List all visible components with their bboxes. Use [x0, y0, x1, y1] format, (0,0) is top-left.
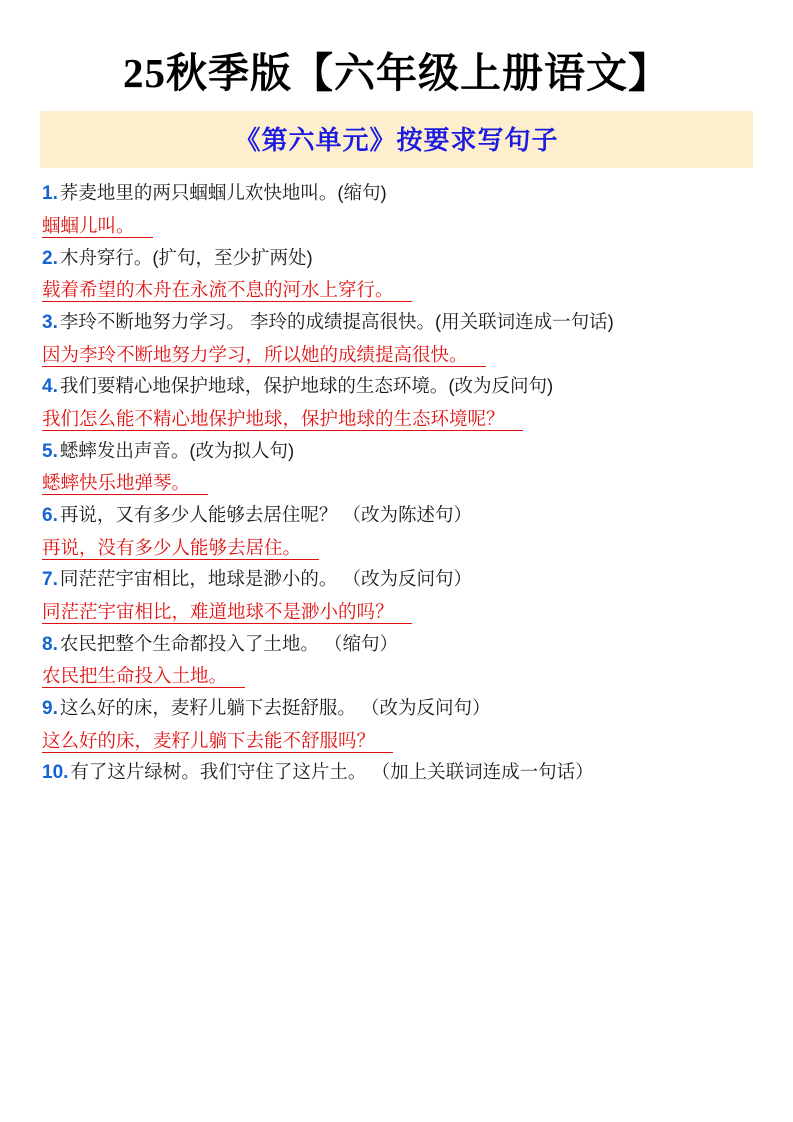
- question-line: [40, 178, 753, 210]
- question-number: 7.: [42, 569, 58, 591]
- list-item: [40, 564, 753, 626]
- question-text: 我们要精心地保护地球，保护地球的生态环境。(改为反问句): [59, 375, 554, 397]
- question-line: [40, 564, 753, 596]
- question-text: 蟋蟀发出声音。(改为拟人句): [59, 439, 295, 461]
- question-text: 农民把整个生命都投入了土地。 （缩句）: [59, 632, 399, 654]
- list-item: [40, 436, 753, 498]
- answer-text: 因为李玲不断地努力学习，所以她的成绩提高很快。: [42, 344, 486, 367]
- answer-text: 同茫茫宇宙相比，难道地球不是渺小的吗？: [42, 601, 412, 624]
- answer-text: 农民把生命投入土地。: [42, 665, 245, 688]
- answer-line: [40, 597, 753, 627]
- question-text: 李玲不断地努力学习。 李玲的成绩提高很快。(用关联词连成一句话): [59, 310, 614, 332]
- page-title: 25秋季版【六年级上册语文】: [123, 50, 670, 96]
- question-line: [40, 307, 753, 339]
- answer-line: [40, 211, 753, 241]
- question-text: 同茫茫宇宙相比，地球是渺小的。 （改为反问句）: [59, 568, 473, 590]
- question-number: 6.: [42, 504, 58, 526]
- question-line: [40, 371, 753, 403]
- question-line: [40, 757, 753, 789]
- subtitle-band: [40, 111, 753, 168]
- answer-line: [40, 275, 753, 305]
- question-line: [40, 629, 753, 661]
- question-text: 再说，又有多少人能够去居住呢？ （改为陈述句）: [59, 503, 473, 525]
- list-item: [40, 757, 753, 789]
- question-number: 8.: [42, 633, 58, 655]
- list-item: [40, 371, 753, 433]
- question-number: 2.: [42, 247, 58, 269]
- question-text: 有了这片绿树。我们守住了这片土。 （加上关联词连成一句话）: [70, 761, 594, 783]
- question-line: [40, 693, 753, 725]
- answer-line: [40, 726, 753, 756]
- subtitle-text: 《第六单元》按要求写句子: [234, 126, 559, 156]
- question-number: 10.: [42, 762, 69, 784]
- question-number: 1.: [42, 183, 58, 205]
- list-item: [40, 629, 753, 691]
- question-line: [40, 243, 753, 275]
- question-number: 5.: [42, 440, 58, 462]
- answer-text: 这么好的床，麦籽儿躺下去能不舒服吗？: [42, 730, 393, 753]
- question-number: 3.: [42, 311, 58, 333]
- answer-text: 我们怎么能不精心地保护地球，保护地球的生态环境呢？: [42, 408, 523, 431]
- answer-line: [40, 533, 753, 563]
- answer-line: [40, 468, 753, 498]
- answer-text: 蟋蟀快乐地弹琴。: [42, 472, 208, 495]
- answer-line: [40, 404, 753, 434]
- question-text: 荞麦地里的两只蝈蝈儿欢快地叫。(缩句): [59, 182, 387, 204]
- list-item: [40, 178, 753, 240]
- answer-line: [40, 340, 753, 370]
- answer-text: 载着希望的木舟在永流不息的河水上穿行。: [42, 279, 412, 302]
- list-item: [40, 500, 753, 562]
- question-line: [40, 436, 753, 468]
- question-number: 4.: [42, 376, 58, 398]
- question-number: 9.: [42, 698, 58, 720]
- list-item: [40, 693, 753, 755]
- answer-text: 蝈蝈儿叫。: [42, 215, 153, 238]
- list-item: [40, 243, 753, 305]
- question-list: [40, 178, 753, 789]
- question-text: 木舟穿行。(扩句，至少扩两处): [59, 246, 313, 268]
- question-text: 这么好的床，麦籽儿躺下去挺舒服。 （改为反问句）: [59, 697, 491, 719]
- answer-text: 再说，没有多少人能够去居住。: [42, 537, 319, 560]
- question-line: [40, 500, 753, 532]
- answer-line: [40, 661, 753, 691]
- list-item: [40, 307, 753, 369]
